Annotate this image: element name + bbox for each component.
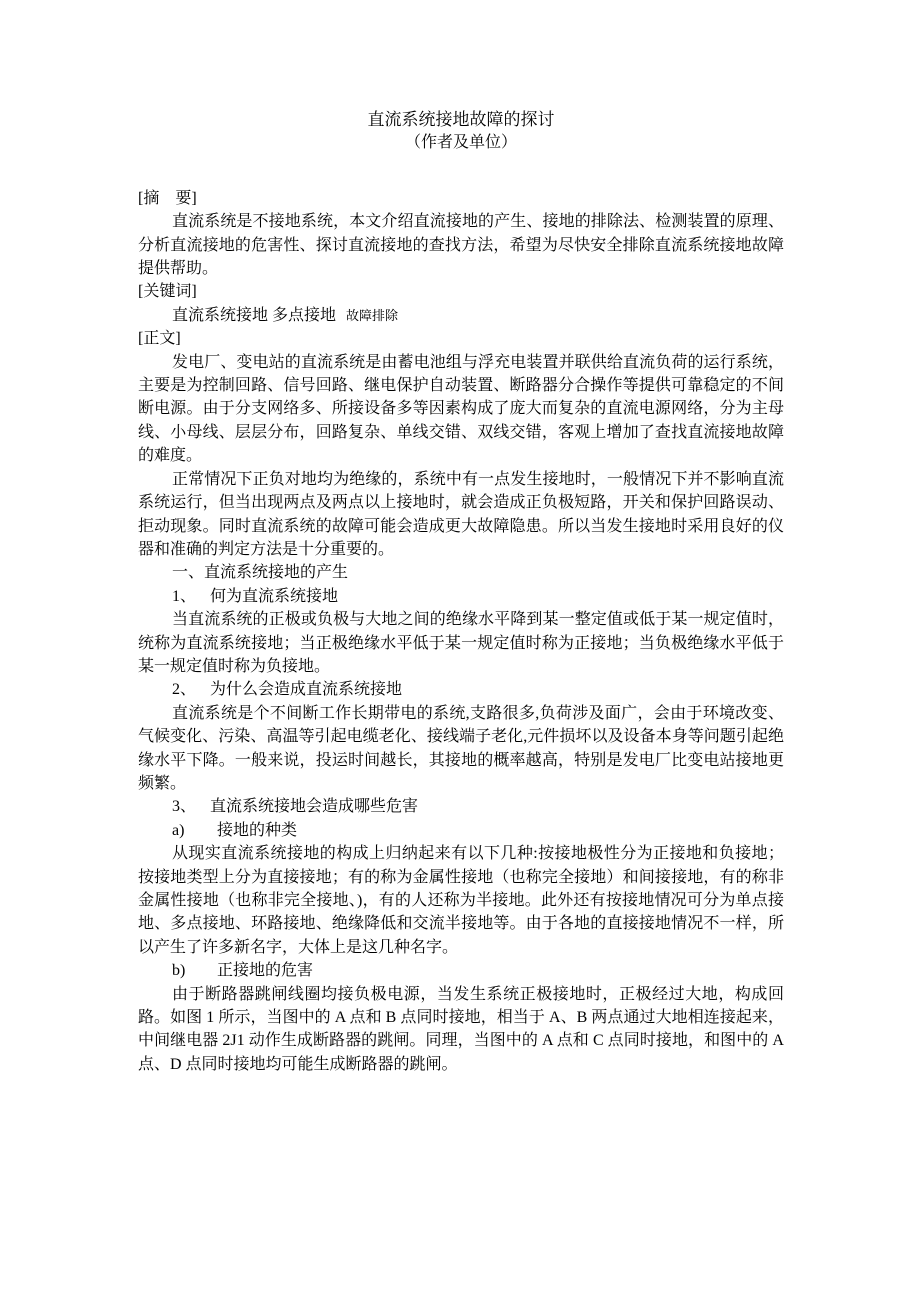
list-item-text: 正接地的危害: [217, 962, 314, 980]
body-paragraph: 当直流系统的正极或负极与大地之间的绝缘水平降到某一整定值或低于某一规定值时，统称为直流系统接地；当正极绝缘水平低于某一规定值时称为正接地；当负极绝缘水平低于某一规定值时称为负接地。: [138, 611, 784, 675]
document-content: [138, 108, 784, 1076]
body-paragraph: 发电厂、变电站的直流系统是由蓄电池组与浮充电装置并联供给直流负荷的运行系统，主要是为控制回路、信号回路、继电保护自动装置、断路器分合操作等提供可靠稳定的不间断电源。由于分支网络多、所接设备多等因素构成了庞大而复杂的直流电源网络，分为主母线、小母线、层层分布，回路复杂、单线交错、双线交错，客观上增加了查找直流接地故障的难度。: [138, 353, 784, 465]
body-paragraph: 正常情况下正负对地均为绝缘的，系统中有一点发生接地时，一般情况下并不影响直流系统运行，但当出现两点及两点以上接地时，就会造成正负极短路，开关和保护回路误动、拒动现象。同时直流系统的故障可能会造成更大故障隐患。所以当发生接地时采用良好的仪器和准确的判定方法是十分重要的。: [138, 470, 784, 558]
body-paragraph: 由于断路器跳闸线圈均接负极电源，当发生系统正极接地时，正极经过大地，构成回路。如图 1 所示，当图中的 A 点和 B 点同时接地，相当于 A、B 两点通过大地相连接起来，中间继电器 2J1 动作生成断路器的跳闸。同理，当图中的 A 点和 C 点同时接地，和图中的 A 点、D 点同时接地均可能生成断路器的跳闸。: [138, 985, 784, 1073]
doc-subtitle: （作者及单位）: [404, 134, 517, 152]
list-marker: a): [172, 821, 185, 839]
list-marker: 1、: [172, 587, 197, 605]
doc-title: 直流系统接地故障的探讨: [367, 110, 555, 129]
body-paragraph: 从现实直流系统接地的构成上归纳起来有以下几种:按接地极性分为正接地和负接地；按接地类型上分为直接接地；有的称为金属性接地（也称完全接地）和间接接地，有的称非金属性接地（也称非完全接地、)，有的人还称为半接地。此外还有按接地情况可分为单点接地、多点接地、环路接地、绝缘降低和交流半接地等。由于各地的直接接地情况不一样，所以产生了许多新名字，大体上是这几种名字。: [138, 845, 784, 956]
section-heading-1: 一、直流系统接地的产生: [172, 564, 349, 582]
numbered-item-1: [138, 585, 784, 608]
list-item-text: 何为直流系统接地: [210, 587, 339, 605]
list-marker: 3、: [172, 798, 197, 816]
numbered-item-3: [138, 795, 784, 818]
keywords-main: 直流系统接地 多点接地: [172, 306, 337, 324]
body-paragraph: 直流系统是个不间断工作长期带电的系统,支路很多,负荷涉及面广，会由于环境改变、气候变化、污染、高温等引起电缆老化、接线端子老化,元件损坏以及设备本身等问题引起绝缘水平下降。一般来说，投运时间越长，其接地的概率越高，特别是发电厂比变电站接地更频繁。: [138, 704, 784, 792]
section-label-body: [正文]: [138, 330, 181, 348]
abstract-paragraph: 直流系统是不接地系统，本文介绍直流接地的产生、接地的排除法、检测装置的原理、分析直流接地的危害性、探讨直流接地的查找方法，希望为尽快安全排除直流系统接地故障提供帮助。: [138, 213, 784, 278]
list-item-text: 直流系统接地会造成哪些危害: [210, 798, 419, 816]
lettered-item-a: [138, 819, 784, 842]
numbered-item-2: [138, 678, 784, 701]
lettered-item-b: [138, 959, 784, 982]
keywords-small: 故障排除: [346, 307, 399, 323]
section-label-keywords: [关键词]: [138, 283, 197, 301]
list-marker: b): [172, 962, 186, 980]
section-label-abstract: [摘 要]: [138, 189, 197, 207]
list-item-text: 接地的种类: [217, 821, 298, 839]
list-item-text: 为什么会造成直流系统接地: [210, 681, 403, 699]
list-marker: 2、: [172, 681, 197, 699]
keywords-line: [138, 304, 784, 327]
